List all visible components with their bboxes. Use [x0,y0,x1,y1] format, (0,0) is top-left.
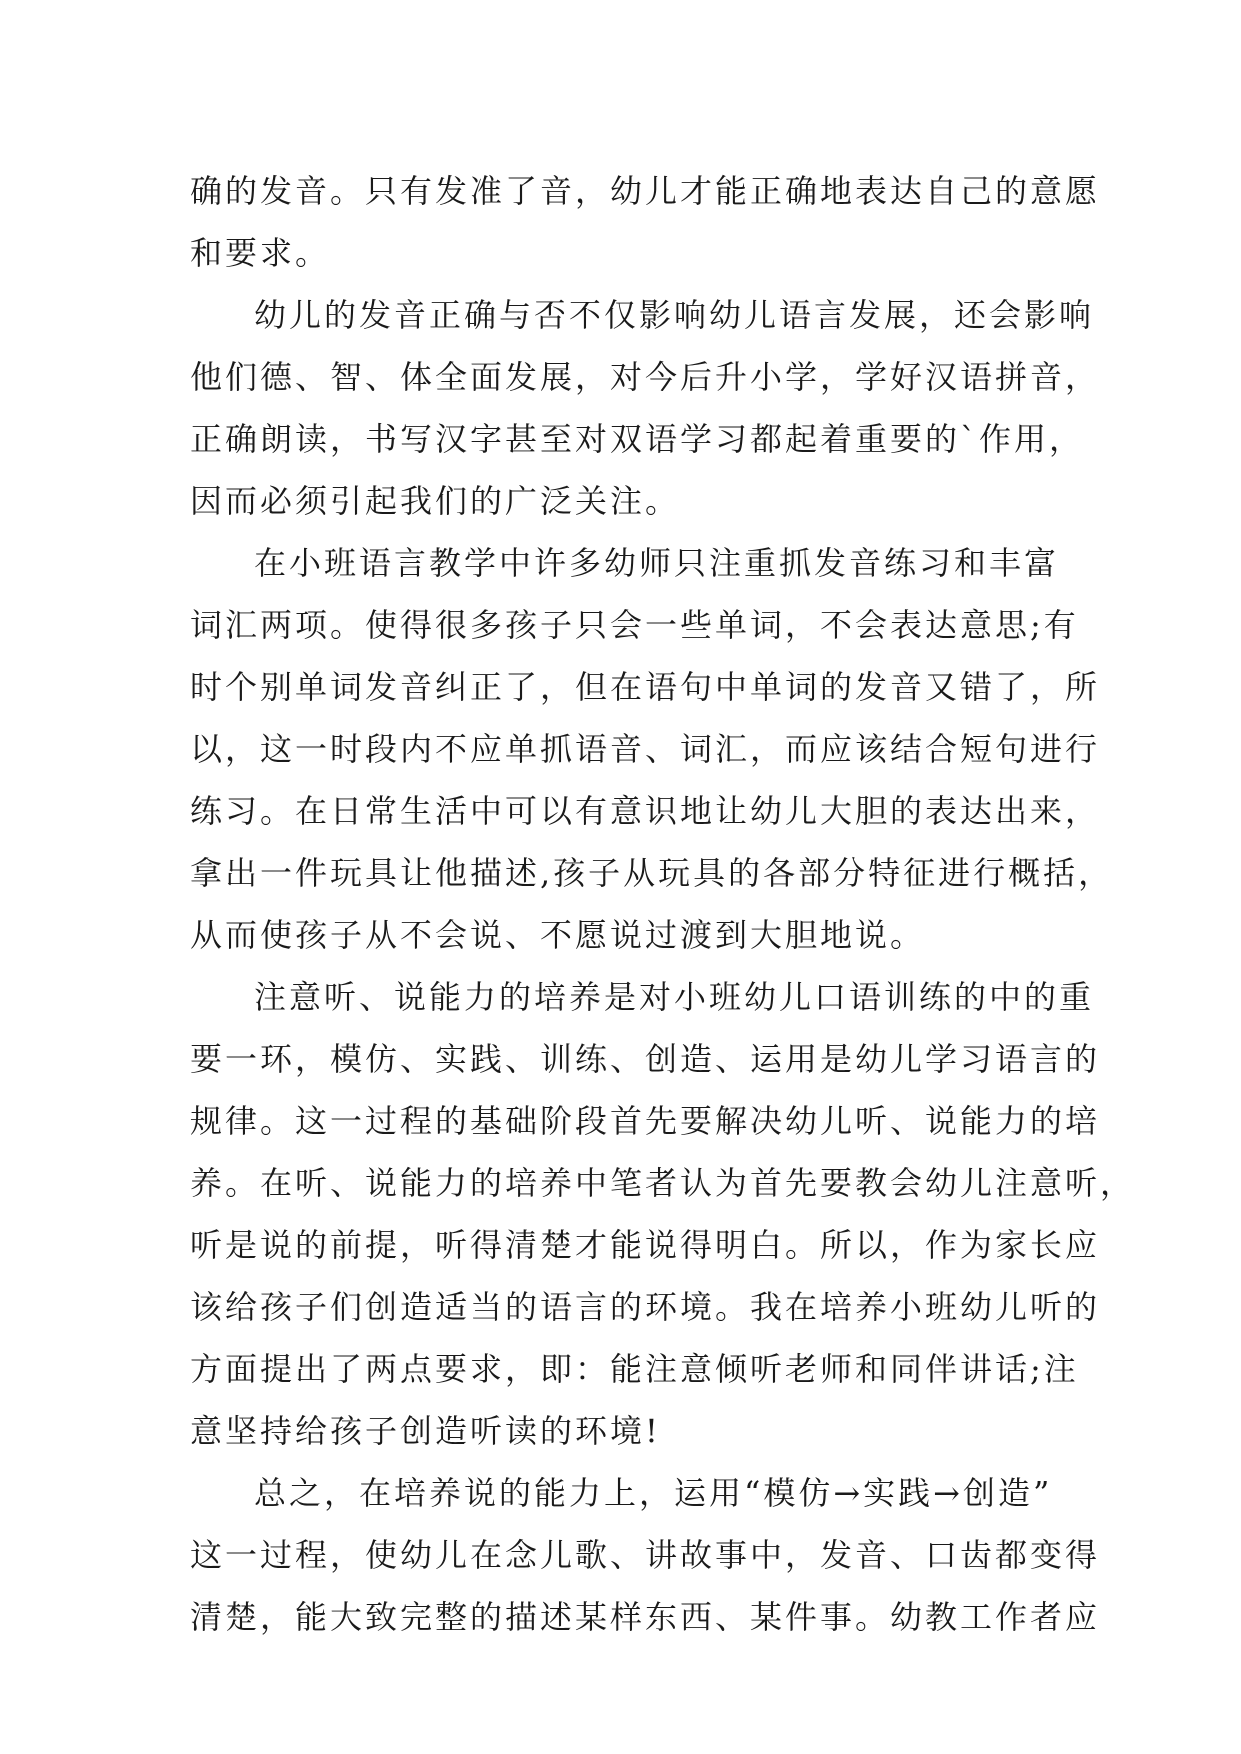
paragraph-3 [190,532,1114,966]
text-line: 幼儿的发音正确与否不仅影响幼儿语言发展，还会影响 [254,296,1095,334]
text-line: 练习。在日常生活中可以有意识地让幼儿大胆的表达出来， [190,792,1101,830]
text-line: 和要求。 [190,234,331,272]
text-line: 规律。这一过程的基础阶段首先要解决幼儿听、说能力的培 [190,1102,1101,1140]
text-line: 确的发音。只有发准了音，幼儿才能正确地表达自己的意愿 [190,172,1101,210]
text-line: 听是说的前提，听得清楚才能说得明白。所以，作为家长应 [190,1226,1101,1264]
paragraph-2 [190,284,1101,532]
text-line: 词汇两项。使得很多孩子只会一些单词，不会表达意思;有 [190,606,1079,644]
text-line: 从而使孩子从不会说、不愿说过渡到大胆地说。 [190,916,926,954]
text-line: 时个别单词发音纠正了，但在语句中单词的发音又错了，所 [190,668,1101,706]
text-line: 因而必须引起我们的广泛关注。 [190,482,681,520]
text-line: 他们德、智、体全面发展，对今后升小学，学好汉语拼音， [190,358,1101,396]
paragraph-1 [190,160,1101,284]
text-line: 养。在听、说能力的培养中笔者认为首先要教会幼儿注意听， [190,1164,1136,1202]
text-line: 清楚，能大致完整的描述某样东西、某件事。幼教工作者应 [190,1598,1101,1636]
text-line: 正确朗读，书写汉字甚至对双语学习都起着重要的`作用， [190,420,1085,458]
text-line: 意坚持给孩子创造听读的环境! [190,1412,661,1450]
text-line: 注意听、说能力的培养是对小班幼儿口语训练的中的重 [254,978,1095,1016]
text-line: 在小班语言教学中许多幼师只注重抓发音练习和丰富 [254,544,1060,582]
text-line: 方面提出了两点要求，即：能注意倾听老师和同伴讲话;注 [190,1350,1079,1388]
paragraph-4 [190,966,1136,1462]
paragraph-5 [190,1462,1101,1648]
text-line: 该给孩子们创造适当的语言的环境。我在培养小班幼儿听的 [190,1288,1101,1326]
text-line: 这一过程，使幼儿在念儿歌、讲故事中，发音、口齿都变得 [190,1536,1101,1574]
text-line: 总之，在培养说的能力上，运用“模仿→实践→创造” [254,1474,1053,1512]
text-line: 要一环，模仿、实践、训练、创造、运用是幼儿学习语言的 [190,1040,1101,1078]
text-line: 以，这一时段内不应单抓语音、词汇，而应该结合短句进行 [190,730,1101,768]
document-body [190,160,1136,1648]
text-line: 拿出一件玩具让他描述,孩子从玩具的各部分特征进行概括， [190,854,1114,892]
